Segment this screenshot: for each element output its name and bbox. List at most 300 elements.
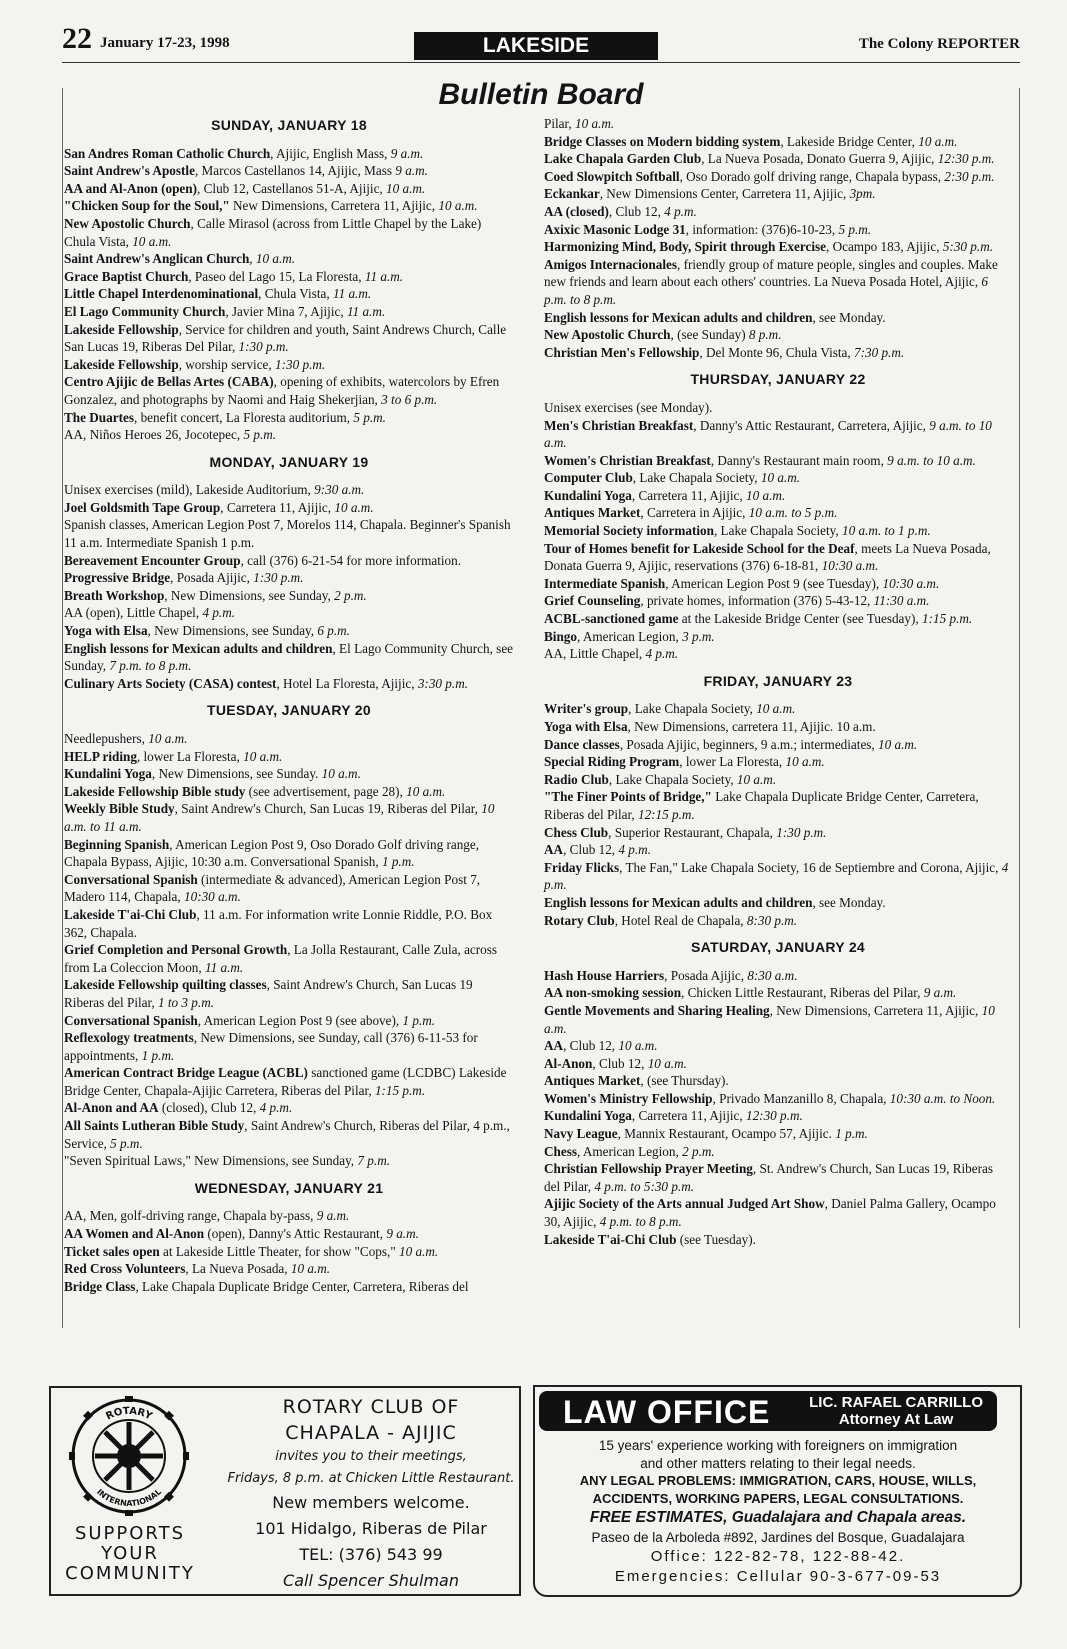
event-details: , Oso Dorado golf driving range, Chapala bypass, [679,168,945,184]
event-details: , Carretera 11, Ajijic, [631,1108,746,1124]
event-listing [64,250,514,268]
event-time: 8:30 p.m. [746,912,798,928]
event-time: 1:30 p.m. [253,570,304,586]
event-listing [544,326,1012,344]
event-name: Ticket sales open [64,1243,160,1259]
law-line-6: Paseo de la Arboleda #892, Jardines del Bosque, Guadalajara [591,1530,965,1545]
event-name: Christian Fellowship Prayer Meeting [544,1161,753,1177]
event-details: , New Dimensions, see Sunday, [147,623,318,639]
event-details: , Danny's Attic Restaurant, Carretera, Ajijic, [693,417,930,433]
event-name: Breath Workshop [64,587,165,603]
event-details: AA, Men, golf-driving range, Chapala by-pass, [64,1208,317,1224]
event-name: English lessons for Mexican adults and children [544,309,813,325]
event-name: Harmonizing Mind, Body, Spirit through Exercise [544,239,826,255]
rotary-line-1: ROTARY CLUB OF [282,1396,460,1418]
event-listing [64,640,514,675]
event-name: Kundalini Yoga [544,487,632,503]
event-details: , lower La Floresta, [136,748,244,764]
event-name: Grace Baptist Church [64,268,189,284]
event-listing [544,824,1012,842]
left-frame-rule [62,88,63,1328]
event-name: Axixic Masonic Lodge 31 [544,221,686,237]
event-listing [544,859,1012,894]
event-time: 4 p.m. [645,646,679,662]
event-listing [544,1231,1012,1249]
event-time: 10:30 a.m. to Noon. [889,1090,996,1106]
event-time: 10 a.m. [334,499,374,515]
event-listing [64,1260,514,1278]
event-listing [64,569,514,587]
event-details: , Posada Ajijic, [170,570,254,586]
event-time: 1:30 p.m. [275,356,326,372]
event-time: 10 a.m. [290,1261,331,1277]
day-heading: WEDNESDAY, JANUARY 21 [194,1179,384,1196]
rotary-emblem-icon [61,1396,211,1516]
event-details: , Club 12, [563,1038,619,1054]
law-line-2: and other matters relating to their legal needs. [640,1455,916,1471]
event-listing [544,592,1012,610]
event-name: ACBL-sanctioned game [544,611,679,627]
event-details: Needlepushers, [64,731,149,746]
event-details: , Calle Mirasol (across from Little Chapel by the Lake) Chula Vista, [64,215,482,249]
event-name: Hash House Harriers [544,967,665,983]
event-listing [64,145,514,163]
event-name: Computer Club [544,470,633,486]
event-details: , Superior Restaurant, Chapala, [608,824,777,840]
issue-date: January 17-23, 1998 [100,35,230,51]
event-details: AA, Little Chapel, [544,646,646,662]
event-time: 10 a.m. [756,701,796,717]
event-time: 5 p.m. [243,427,277,443]
event-time: 11 a.m. [364,268,404,284]
event-listing [64,1152,514,1170]
day-heading: SUNDAY, JANUARY 18 [211,117,367,133]
rotary-line-4: Fridays, 8 p.m. at Chicken Little Restaurant. [227,1471,515,1486]
event-time: 9 a.m. [390,145,424,161]
event-listing [64,1278,514,1296]
event-details: , Privado Manzanillo 8, Chapala, [712,1090,890,1106]
event-listing [64,321,514,356]
event-time: 3 to 6 p.m. [381,391,438,407]
event-name: AA non-smoking session [544,985,682,1001]
event-name: Saint Andrew's Apostle [64,163,195,179]
event-listing [544,168,1012,186]
event-details: , Club 12, Castellanos 51-A, Ajijic, [197,180,387,196]
event-name: Women's Ministry Fellowship [544,1090,713,1106]
event-listing [544,771,1012,789]
event-name: Kundalini Yoga [64,766,152,782]
event-time: 10:30 a.m. [882,575,940,591]
event-listing [64,162,514,180]
event-listing [544,1195,1012,1230]
event-time: 10 a.m. to 5 p.m. [748,505,838,521]
event-name: Bereavement Encounter Group [64,552,241,568]
event-name: Coed Slowpitch Softball [544,168,680,184]
event-details: , New Dimensions, see Sunday. [151,766,322,782]
event-name: Navy League [544,1126,618,1142]
event-details: (see advertisement, page 28), [245,783,407,799]
event-name: Tour of Homes benefit for Lakeside School for the Deaf [544,540,855,556]
event-name: Women's Christian Breakfast [544,452,711,468]
event-time: 9 a.m. [923,985,957,1001]
law-office-banner [539,1391,997,1431]
event-name: Lakeside Fellowship Bible study [64,783,246,799]
event-listing [544,487,1012,505]
event-name: Al-Anon [544,1055,593,1071]
event-name: AA and Al-Anon (open) [64,180,198,196]
event-time: 9 a.m. [316,1208,350,1224]
event-time: 11 a.m. [346,303,386,319]
event-listing [544,967,1012,985]
event-details: , Hotel Real de Chapala, [614,912,747,928]
event-name: AA Women and Al-Anon [64,1226,205,1242]
event-listing [544,575,1012,593]
event-name: Ajijic Society of the Arts annual Judged Art Show [544,1196,825,1212]
event-details: , private homes, information (376) 5-43-12, [640,593,874,609]
event-details: , Posada Ajijic, beginners, 9 a.m.; intermediates, [619,736,879,752]
event-time: 12:30 p.m. [937,151,995,167]
event-name: Yoga with Elsa [544,719,628,734]
event-name: "The Finer Points of Bridge," [544,789,712,805]
event-details: , The Fan," Lake Chapala Society, 16 de Septiembre and Corona, Ajijic, [619,859,1002,875]
event-details: , (see Sunday) [670,327,749,343]
event-details: , information: (376)6-10-23, [685,221,839,237]
event-name: San Andres Roman Catholic Church [64,145,271,161]
event-details: , call (376) 6-21-54 for more information. [240,552,462,568]
event-name: All Saints Lutheran Bible Study [64,1118,245,1134]
event-listing [64,604,514,622]
attorney-info: LIC. RAFAEL CARRILLO Attorney At Law [809,1394,983,1428]
event-listing [64,622,514,640]
event-listing [64,871,514,906]
event-time: 4 p.m. to 5:30 p.m. [594,1178,695,1194]
event-details: , American Legion Post 9 (see above), [197,1012,403,1028]
event-listing [544,1002,1012,1037]
event-listing [64,675,514,693]
event-listing [64,906,514,941]
event-details: , Hotel La Floresta, Ajijic, [276,675,418,691]
emblem-text-bottom: INTERNATIONAL [95,1487,163,1509]
event-name: Grief Counseling [544,593,641,609]
event-details: , [249,251,256,267]
event-name: Beginning Spanish [64,836,170,852]
event-time: 9 a.m. [386,1226,419,1242]
event-time: 3:30 p.m. [417,675,469,691]
event-name: Kundalini Yoga [544,1108,632,1124]
event-time: 8:30 a.m. [747,967,798,983]
law-line-3: ANY LEGAL PROBLEMS: IMMIGRATION, CARS, HOUSE, WILLS, [579,1473,977,1488]
event-listing [544,344,1012,362]
event-name: Yoga with Elsa [64,623,148,639]
event-name: Conversational Spanish [64,871,198,887]
rotary-ad [49,1386,521,1596]
event-name: Bridge Classes on Modern bidding system [544,133,781,149]
event-listing [544,417,1012,452]
event-listing [544,610,1012,628]
event-time: 10 a.m. [132,233,172,249]
event-name: Lakeside Fellowship [64,356,179,372]
event-details: (see Tuesday). [676,1231,756,1247]
event-name: Joel Goldsmith Tape Group [64,499,221,515]
event-name: Antiques Market [544,1073,641,1089]
event-listing [544,1072,1012,1090]
event-listing [64,409,514,427]
day-heading: THURSDAY, JANUARY 22 [690,371,866,388]
event-name: Bridge Class [64,1278,136,1294]
event-name: New Apostolic Church [64,215,191,231]
event-name: Gentle Movements and Sharing Healing [544,1002,770,1018]
event-listing [544,1143,1012,1161]
event-time: 10 a.m. [785,754,825,770]
event-time: 11 a.m. [332,286,372,302]
event-details: , Lake Chapala Society, [628,701,757,717]
event-listing [544,133,1012,151]
event-details: AA (open), Little Chapel, [64,605,203,621]
event-time: 10 a.m. [321,766,361,782]
event-time: 4 p.m. [664,203,697,219]
event-name: Christian Men's Fellowship [544,344,700,360]
event-time: 1 p.m. [402,1012,436,1028]
day-heading: FRIDAY, JANUARY 23 [703,672,853,689]
event-listing [544,399,1012,417]
event-listing [64,1029,514,1064]
event-details: , 11 a.m. For information write Lonnie Riddle, P.O. Box 362, Chapala. [64,906,493,940]
event-name: Friday Flicks [544,859,620,875]
law-line-1: 15 years' experience working with foreigners on immigration [598,1438,958,1453]
event-listing [544,469,1012,487]
event-time: 2 p.m. [682,1143,715,1159]
event-name: Grief Completion and Personal Growth [64,942,288,958]
event-details: at Lakeside Little Theater, for show "Cops," [159,1243,399,1259]
event-details: , see Monday. [812,894,886,910]
event-details: , Carretera in Ajijic, [640,505,749,521]
event-details: New Dimensions, Carretera 11, Ajijic, [229,198,439,214]
event-listing [544,150,1012,168]
right-column [544,115,1012,1248]
event-listing [544,912,1012,930]
event-details: , Lake Chapala Society, [608,771,737,787]
supports-community-text: SUPPORTS YOUR COMMUNITY [65,1523,195,1584]
event-listing [544,984,1012,1002]
event-name: HELP riding [64,748,137,764]
event-time: 5 p.m. [838,221,872,237]
event-listing [544,700,1012,718]
event-listing [64,1243,514,1261]
event-listing [544,1055,1012,1073]
event-name: AA [544,1038,564,1054]
event-time: 6 p.m. [317,623,350,639]
rotary-line-6: 101 Hidalgo, Riberas de Pilar [255,1519,487,1538]
event-listing [544,256,1012,309]
event-details: (open), Danny's Attic Restaurant, [204,1226,387,1242]
event-details: , St. Andrew's Church, San Lucas 19, Riberas del Pilar, [544,1161,993,1194]
event-details: Lake Chapala Duplicate Bridge Center, Carretera, Riberas del Pilar, [544,789,979,822]
event-name: Memorial Society information [544,523,714,539]
event-listing [544,540,1012,575]
event-details: , Lake Chapala Duplicate Bridge Center, Carretera, Riberas del [135,1278,469,1294]
event-name: Red Cross Volunteers [64,1261,186,1277]
event-name: Lakeside Fellowship [64,321,179,337]
event-name: Conversational Spanish [64,1012,198,1028]
event-details: Pilar, [544,116,575,131]
event-details: , opening of exhibits, watercolors by Efren Gonzalez, and photographs by Naomi and Haig Shekerjian, [64,374,500,407]
event-time: 3 p.m. [682,628,715,644]
rotary-line-3: invites you to their meetings, [275,1449,467,1464]
rotary-line-2: CHAPALA - AJIJIC [285,1422,457,1444]
event-details: , American Legion Post 9, Oso Dorado Golf driving range, Chapala Bypass, Ajijic, 10:30 a.m. Conversational Spanish, [64,836,480,870]
event-listing [64,800,514,835]
event-details: , Club 12, [592,1055,648,1071]
event-details: AA, Niños Heroes 26, Jocotepec, [64,427,244,443]
event-time: 5:30 p.m. [942,239,994,255]
event-details: , New Dimensions, carretera 11, Ajijic. 10 a.m. [627,719,876,734]
event-details: , New Dimensions Center, Carretera 11, Ajijic, [599,186,850,202]
event-time: 10 a.m. to 11 a.m. [64,801,495,834]
event-time: 9 a.m. [395,163,428,179]
event-time: 10 a.m. [878,736,918,752]
event-details: Spanish classes, American Legion Post 7, Morelos 114, Chapala. Beginner's Spanish 11 a.m. Intermediate Spanish 1 p.m. [64,517,511,551]
event-listing [64,1064,514,1099]
event-time: 2:30 p.m. [944,168,995,184]
event-name: Rotary Club [544,912,615,928]
right-frame-rule [1019,88,1020,1328]
event-name: Radio Club [544,771,609,787]
event-listing [64,1207,514,1225]
event-time: 12:15 p.m. [637,806,695,822]
event-name: New Apostolic Church [544,327,671,343]
event-details: , Club 12, [608,203,665,219]
event-details: , Saint Andrew's Church, San Lucas 19 Riberas del Pilar, [64,977,473,1010]
event-time: 10 a.m. [406,783,446,799]
event-listing [64,1099,514,1117]
rotary-line-7: TEL: (376) 543 99 [299,1545,443,1564]
event-details: , Lake Chapala Society, [713,523,842,539]
event-name: English lessons for Mexican adults and children [64,640,333,656]
event-name: Lakeside T'ai-Chi Club [64,906,197,922]
event-name: English lessons for Mexican adults and children [544,894,813,910]
law-line-4: ACCIDENTS, WORKING PAPERS, LEGAL CONSULTATIONS. [592,1490,964,1506]
event-name: Weekly Bible Study [64,801,175,817]
event-time: 11 a.m. [205,959,244,975]
left-column [64,117,514,1295]
event-listing [64,1012,514,1030]
event-name: AA [544,842,564,858]
event-listing [544,1125,1012,1143]
event-details: , Carretera 11, Ajijic, [631,487,746,503]
event-details: , Ajijic, English Mass, [270,145,391,161]
event-time: 9 a.m. to 10 a.m. [887,452,976,468]
section-banner: LAKESIDE [414,32,658,60]
event-details: , Chicken Little Restaurant, Riberas del Pilar, [681,985,924,1001]
event-listing [64,285,514,303]
event-name: Amigos Internacionales [544,256,677,272]
law-line-5: FREE ESTIMATES, Guadalajara and Chapala areas. [589,1509,967,1526]
event-name: Reflexology treatments [64,1030,194,1046]
event-details: , New Dimensions, see Sunday, [164,587,335,603]
event-listing [544,753,1012,771]
event-time: 10 a.m. to 1 p.m. [841,523,931,539]
event-name: Centro Ajijic de Bellas Artes (CABA) [64,374,274,390]
event-name: El Lago Community Church [64,303,226,319]
event-name: Lakeside T'ai-Chi Club [544,1231,677,1247]
event-name: AA (closed) [544,203,609,219]
event-details: , Chula Vista, [258,286,333,302]
event-name: Culinary Arts Society (CASA) contest [64,675,277,691]
event-listing [544,203,1012,221]
header-rule [62,62,1020,63]
event-details: , La Jolla Restaurant, Calle Zula, across from La Coleccion Moon, [64,942,498,975]
event-time: 8 p.m. [748,327,782,343]
event-listing [64,941,514,976]
event-details: at the Lakeside Bridge Center (see Tuesday), [678,611,922,627]
event-listing [64,180,514,198]
event-name: Saint Andrew's Anglican Church [64,251,250,267]
event-time: 10 a.m. [647,1055,687,1071]
event-name: Chess [544,1143,577,1159]
event-time: 5 p.m. [110,1135,143,1151]
event-listing [64,1225,514,1243]
event-listing [544,221,1012,239]
event-listing [64,373,514,408]
page-header [62,22,1020,62]
event-time: 12:30 p.m. [745,1108,803,1124]
event-details: Unisex exercises (see Monday). [544,399,713,415]
event-time: 1:15 p.m. [374,1082,426,1098]
event-name: Little Chapel Interdenominational [64,286,259,302]
event-time: 10:30 a.m. [821,558,879,574]
event-listing [64,1117,514,1152]
event-details: , Marcos Castellanos 14, Ajijic, Mass [194,163,396,179]
event-name: Dance classes [544,736,620,752]
event-listing [64,976,514,1011]
event-time: 10 a.m. [544,1002,995,1036]
event-details: "Seven Spiritual Laws," New Dimensions, see Sunday, [64,1153,358,1169]
event-time: 7 p.m. [357,1153,391,1169]
law-line-7: Office: 122-82-78, 122-88-42. [650,1547,906,1565]
event-details: , Club 12, [563,842,619,858]
event-details: , La Nueva Posada, [185,1261,291,1277]
event-name: Special Riding Program [544,754,680,770]
event-time: 6 p.m. to 8 p.m. [544,274,989,307]
event-time: 1:15 p.m. [922,611,973,627]
event-listing [64,587,514,605]
event-listing [64,552,514,570]
event-name: Men's Christian Breakfast [544,417,694,433]
event-time: 1:30 p.m. [776,824,827,840]
event-time: 10 a.m. [574,116,615,131]
svg-text:INTERNATIONAL [95,1487,163,1508]
event-details: sanctioned game (LCDBC) Lakeside Bridge Center, Chapala-Ajijic Carretera, Riberas del Pilar, [64,1065,507,1098]
event-name: Lake Chapala Garden Club [544,151,702,167]
event-listing [544,628,1012,646]
day-heading: SATURDAY, JANUARY 24 [690,939,866,956]
event-details: , New Dimensions, Carretera 11, Ajijic, [769,1002,982,1018]
event-details: , American Legion Post 9 (see Tuesday), [665,575,883,591]
event-listing [544,894,1012,912]
event-name: Eckankar [544,186,600,202]
event-time: 4 p.m. [544,859,1009,893]
event-time: 1 p.m. [835,1126,868,1142]
event-listing [544,1090,1012,1108]
event-details: , lower La Floresta, [679,754,786,770]
event-details: , see Monday. [812,309,886,325]
event-name: Bingo [544,628,577,644]
event-time: 4 p.m. [202,605,236,621]
event-details: , Paseo del Lago 15, La Floresta, [188,268,365,284]
event-details: , Lake Chapala Society, [632,470,761,486]
event-listing [544,736,1012,754]
day-heading: MONDAY, JANUARY 19 [209,453,369,470]
